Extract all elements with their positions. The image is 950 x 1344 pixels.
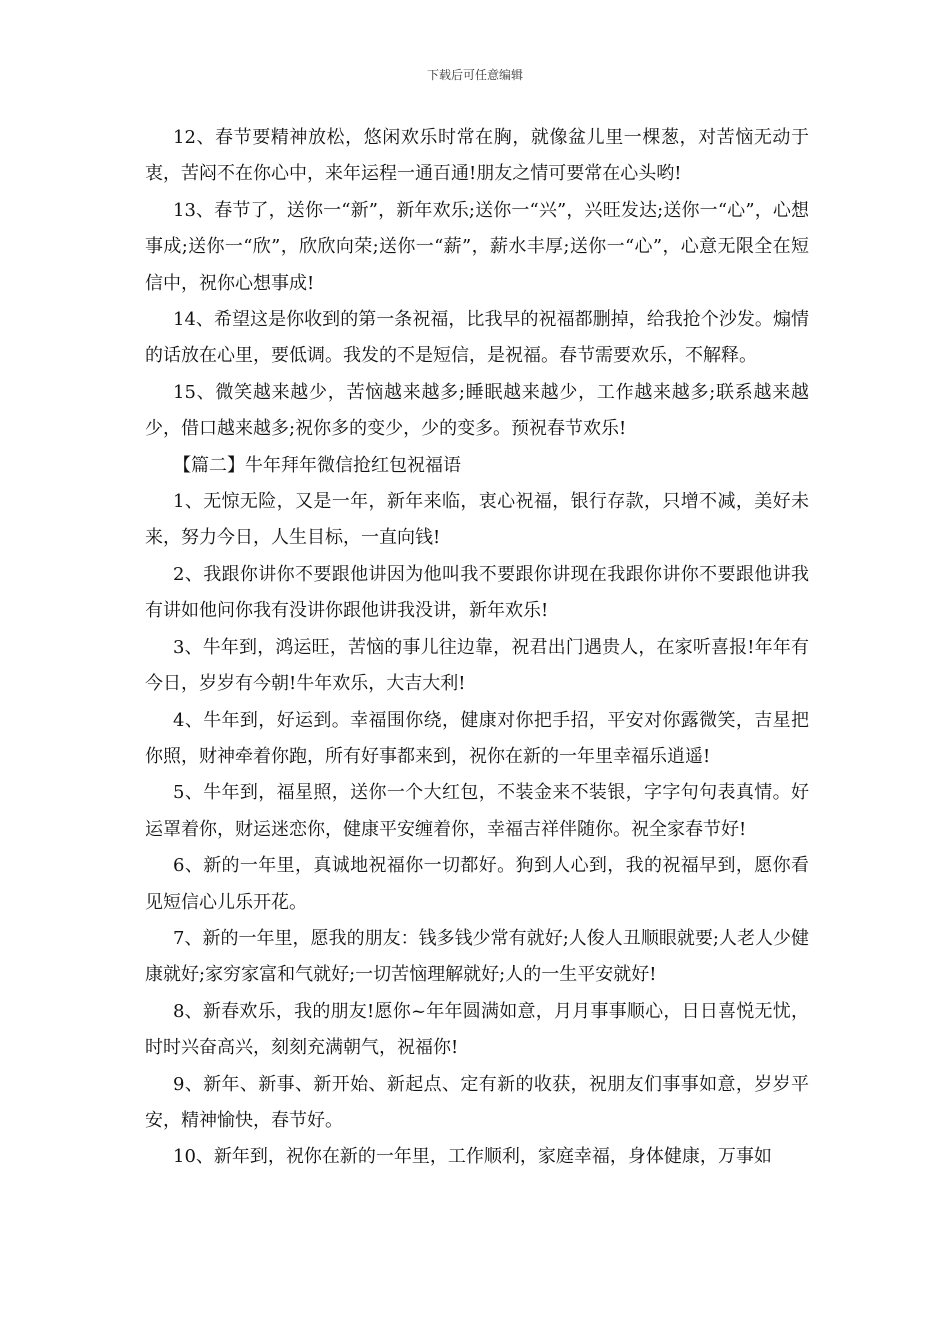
section-paragraph-2: 2、我跟你讲你不要跟他讲因为他叫我不要跟你讲现在我跟你讲你不要跟他讲我有讲如他问你我有没讲你跟他讲我没讲，新年欢乐!	[145, 563, 809, 622]
paragraph-14: 14、希望这是你收到的第一条祝福，比我早的祝福都删掉，给我抢个沙发。煽情的话放在心里，要低调。我发的不是短信，是祝福。春节需要欢乐，不解释。	[145, 309, 809, 367]
section-paragraph-8: 8、新春欢乐，我的朋友!愿你~年年圆满如意，月月事事顺心，日日喜悦无忧，时时兴奋高兴，刻刻充满朝气，祝福你!	[145, 1000, 809, 1059]
page-header: 下载后可任意编辑	[426, 68, 523, 82]
section-paragraph-5: 5、牛年到，福星照，送你一个大红包，不装金来不装银，字字句句表真情。好运罩着你，财运迷恋你，健康平安缠着你，幸福吉祥伴随你。祝全家春节好!	[145, 782, 809, 840]
section-paragraph-10: 10、新年到，祝你在新的一年里，工作顺利，家庭幸福，身体健康，万事如	[173, 1146, 772, 1168]
section-paragraph-4: 4、牛年到，好运到。幸福围你绕，健康对你把手招，平安对你露微笑，吉星把你照，财神牵着你跑，所有好事都来到，祝你在新的一年里幸福乐逍遥!	[145, 709, 809, 767]
section-paragraph-9: 9、新年、新事、新开始、新起点、定有新的收获，祝朋友们事事如意，岁岁平安，精神愉快，春节好。	[145, 1073, 809, 1131]
paragraph-13: 13、春节了，送你一“新”，新年欢乐;送你一“兴”，兴旺发达;送你一“心”，心想事成;送你一“欣”，欣欣向荣;送你一“薪”，薪水丰厚;送你一“心”，心意无限全在短信中，祝你心想事成!	[145, 199, 809, 294]
section-paragraph-6: 6、新的一年里，真诚地祝福你一切都好。狗到人心到，我的祝福早到，愿你看见短信心儿乐开花。	[145, 855, 809, 913]
paragraph-15: 15、微笑越来越少，苦恼越来越多;睡眠越来越少，工作越来越多;联系越来越少，借口越来越多;祝你多的变少，少的变多。预祝春节欢乐!	[145, 381, 809, 440]
section-paragraph-3: 3、牛年到，鸿运旺，苦恼的事儿往边靠，祝君出门遇贵人，在家听喜报!年年有今日，岁岁有今朝!牛年欢乐，大吉大利!	[145, 636, 809, 695]
section-paragraph-1: 1、无惊无险，又是一年，新年来临，衷心祝福，银行存款，只增不减，美好未来，努力今日，人生目标，一直向钱!	[145, 491, 809, 549]
section-heading: 【篇二】牛年拜年微信抢红包祝福语	[173, 454, 461, 476]
paragraph-12: 12、春节要精神放松，悠闲欢乐时常在胸，就像盆儿里一棵葱，对苦恼无动于衷，苦闷不在你心中，来年运程一通百通!朋友之情可要常在心头哟!	[145, 127, 809, 185]
document-body	[145, 120, 809, 1176]
section-paragraph-7: 7、新的一年里，愿我的朋友：钱多钱少常有就好;人俊人丑顺眼就要;人老人少健康就好;家穷家富和气就好;一切苦恼理解就好;人的一生平安就好!	[145, 927, 809, 986]
